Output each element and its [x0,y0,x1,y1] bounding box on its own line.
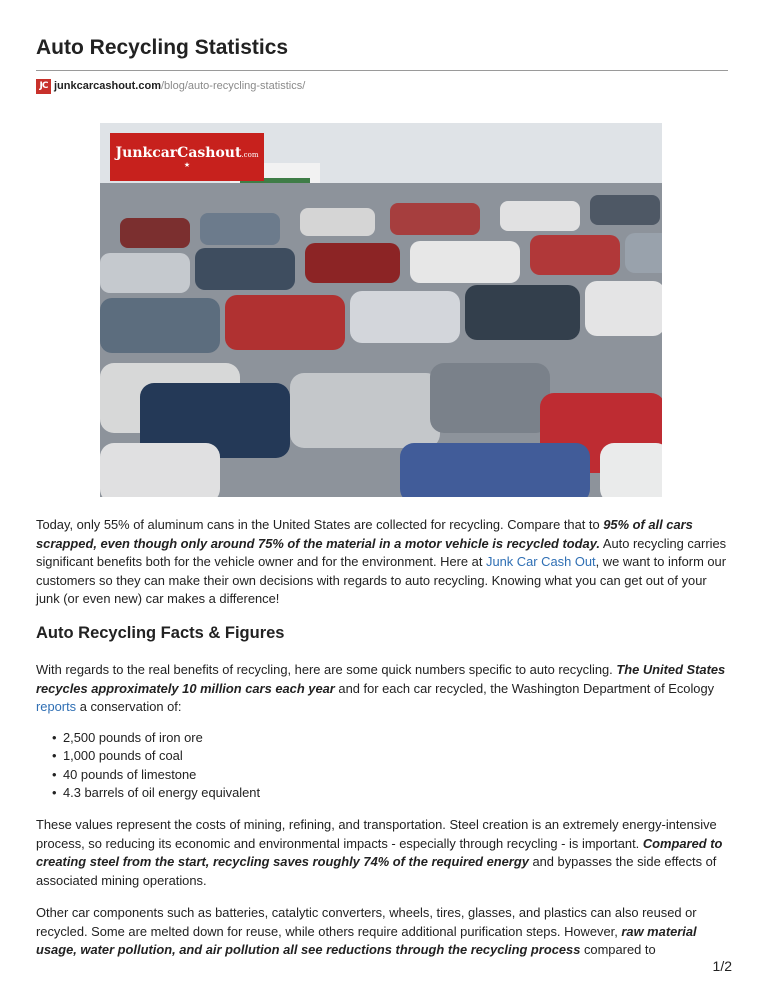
intro-paragraph [36,516,728,609]
facts-text-3: a conservation of: [76,699,182,715]
components-text-1: Other car components such as batteries, catalytic converters, wheels, tires, glasses, and plastics can also reused or recycled. Some are melted down for reuse, while others require additional purification steps. However, [36,905,697,939]
list-item: • 40 pounds of limestone [52,766,260,784]
title-divider [36,70,728,71]
junk-car-cash-out-link[interactable]: Junk Car Cash Out [486,554,596,570]
steel-emphasis: Compared to creating steel from the start, recycling saves roughly 74% of the required energy [36,835,723,870]
intro-text-3: , we want to inform our customers so they can make their own decisions with regards to auto recycling. Knowing what you can get out of your junk (or even new) car makes a difference! [36,554,727,607]
list-item: • 1,000 pounds of coal [52,747,260,765]
source-path: /blog/auto-recycling-statistics/ [160,80,306,92]
logo-main-text: JunkcarCashout [115,145,242,161]
source-line [36,77,305,95]
facts-heading: Auto Recycling Facts & Figures [36,624,285,642]
intro-text-2: Auto recycling carries significant benefits both for the vehicle owner and for the environment. Here at [36,535,727,570]
source-domain-link[interactable]: junkcarcashout.com [54,80,161,92]
logo-suffix-text: .com [241,151,259,159]
facts-text-2: and for each car recycled, the Washington Department of Ecology [334,680,715,696]
steel-text-1: These values represent the costs of mining, refining, and transportation. Steel creation is an extremely energy-intensive process, so reducing its economic and environmental impacts - especially through recycling - is important. [36,817,717,851]
junkyard-photo [100,123,662,497]
site-favicon-icon: JC [36,79,51,94]
facts-text-1: With regards to the real benefits of recycling, here are some quick numbers specific to auto recycling. [36,662,617,677]
reports-link[interactable]: reports [36,699,77,715]
facts-emphasis: The United States recycles approximately 10 million cars each year [36,662,726,696]
components-emphasis: raw material usage, water pollution, and air pollution all see reductions through the recycling process [36,923,697,958]
page-number: 1/2 [712,958,732,974]
list-item: • 2,500 pounds of iron ore [52,729,260,747]
page-title: Auto Recycling Statistics [36,36,289,59]
components-text-2: compared to [580,942,656,958]
logo-star-icon: ★ [183,162,191,169]
steel-paragraph [36,816,728,890]
conservation-list [52,729,260,803]
list-item: • 4.3 barrels of oil energy equivalent [52,784,260,802]
junkcar-cashout-logo [110,133,264,181]
intro-emphasis: 95% of all cars scrapped, even though only around 75% of the material in a motor vehicle is recycled today. [36,517,693,551]
intro-text-1: Today, only 55% of aluminum cans in the United States are collected for recycling. Compare that to [36,517,604,532]
components-paragraph [36,904,728,960]
facts-paragraph [36,661,728,717]
steel-text-2: and bypasses the side effects of associated mining operations. [36,854,717,888]
